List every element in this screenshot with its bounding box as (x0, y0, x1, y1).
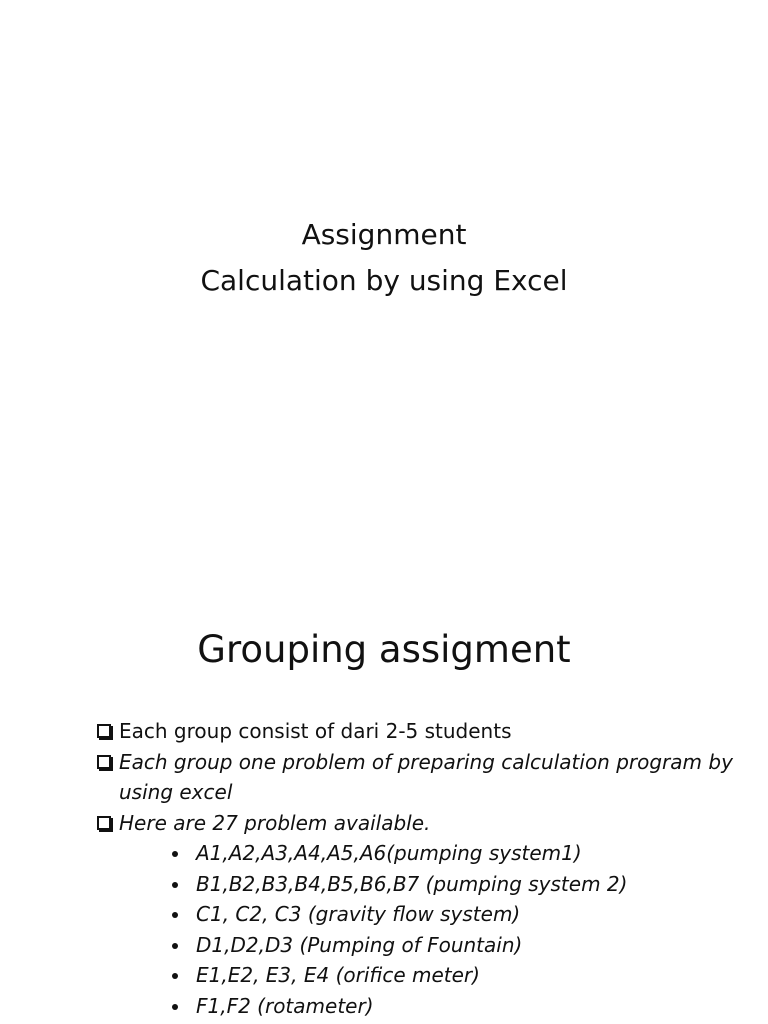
dot-bullet-icon (172, 1004, 178, 1010)
dot-bullet-icon (172, 851, 178, 857)
dot-bullet-icon (172, 943, 178, 949)
title-line-assignment: Assignment (301, 218, 467, 251)
sub-list-item-text: E1,E2, E3, E4 (orifice meter) (196, 963, 480, 987)
sub-list-item (96, 991, 746, 1022)
sub-list-item-text: F1,F2 (rotameter) (196, 993, 374, 1018)
sub-list-item (96, 899, 746, 930)
checkbox-bullet-icon (97, 755, 111, 769)
title-line-calculation: Calculation by using Excel (200, 264, 568, 297)
sub-list-item-text: C1, C2, C3 (gravity flow system) (196, 902, 521, 926)
list-item-text: Each group one problem of preparing calculation program by using excel (119, 749, 733, 804)
sub-list-item (96, 838, 746, 869)
dot-bullet-icon (172, 912, 178, 918)
bullet-list (96, 716, 746, 1021)
checkbox-bullet-icon (97, 816, 111, 830)
list-item-text: Here are 27 problem available. (119, 810, 431, 835)
sub-list-item-text: B1,B2,B3,B4,B5,B6,B7 (pumping system 2) (196, 871, 628, 896)
dot-bullet-icon (172, 882, 178, 888)
sub-list-item (96, 960, 746, 991)
sub-bullet-list (96, 838, 746, 1021)
slide-2 (0, 576, 768, 1024)
list-item (96, 716, 746, 747)
list-item (96, 808, 746, 839)
dot-bullet-icon (172, 973, 178, 979)
sub-list-item (96, 869, 746, 900)
sub-list-item-text: A1,A2,A3,A4,A5,A6(pumping system1) (196, 841, 582, 865)
list-item (96, 747, 746, 808)
list-item-text: Each group consist of dari 2-5 students (119, 719, 512, 743)
slide-1-title (0, 212, 768, 304)
sub-list-item (96, 930, 746, 961)
checkbox-bullet-icon (97, 724, 111, 738)
sub-list-item-text: D1,D2,D3 (Pumping of Fountain) (196, 932, 523, 957)
slide-2-title: Grouping assigment (197, 628, 571, 671)
